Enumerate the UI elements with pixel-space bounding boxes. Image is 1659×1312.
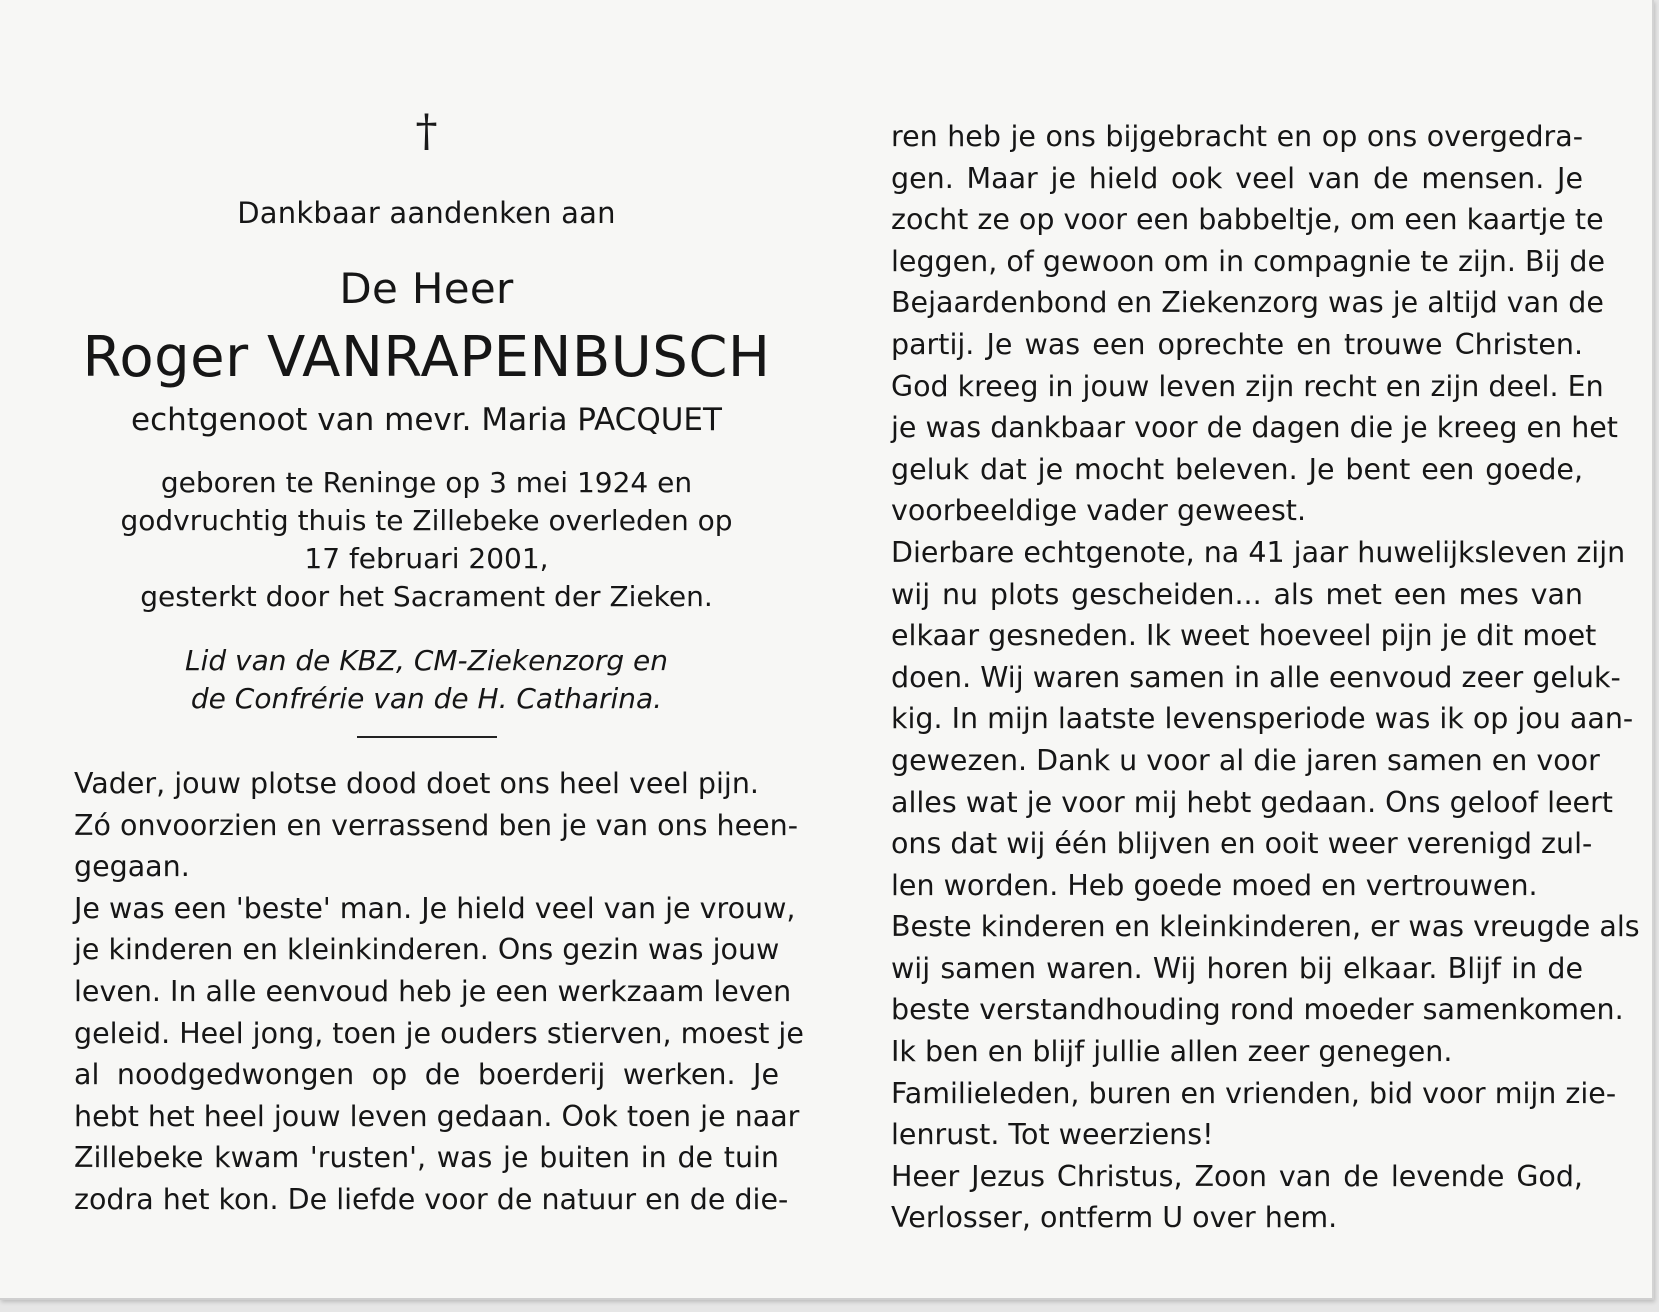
text-line: God kreeg in jouw leven zijn recht en zijn deel. En <box>891 369 1604 403</box>
text-line: kig. In mijn laatste levensperiode was ik op jou aan- <box>891 702 1634 736</box>
text-line: Verlosser, ontferm U over hem. <box>891 1201 1338 1235</box>
text-line: leggen, of gewoon om in compagnie te zijn. Bij de <box>891 244 1606 278</box>
text-line: doen. Wij waren samen in alle eenvoud zeer geluk- <box>891 660 1621 694</box>
text-line: Heer Jezus Christus, Zoon van de levende God, <box>891 1159 1583 1193</box>
birth-death-line: 17 februari 2001, <box>304 542 549 575</box>
text-line: je was dankbaar voor de dagen die je kreeg en het <box>891 411 1618 445</box>
text-line: lenrust. Tot weerziens! <box>891 1118 1214 1152</box>
birth-death-line: gesterkt door het Sacrament der Zieken. <box>140 580 713 613</box>
text-line: zocht ze op voor een babbeltje, om een kaartje te <box>891 203 1604 237</box>
text-line: Je was een 'beste' man. Je hield veel van je vrouw, <box>74 891 796 925</box>
text-line: leven. In alle eenvoud heb je een werkzaam leven <box>74 974 792 1008</box>
birth-death-line: godvruchtig thuis te Zillebeke overleden op <box>120 504 733 537</box>
text-line: ons dat wij één blijven en ooit weer verenigd zul- <box>891 827 1593 861</box>
text-line: elkaar gesneden. Ik weet hoeveel pijn je dit moet <box>891 619 1597 653</box>
text-line: voorbeeldige vader geweest. <box>891 494 1307 528</box>
honorific-title: De Heer <box>339 264 514 313</box>
text-line: Vader, jouw plotse dood doet ons heel veel pijn. <box>74 767 759 800</box>
birth-death-block <box>74 464 779 616</box>
text-line: Zillebeke kwam 'rusten', was je buiten in de tuin <box>74 1141 779 1175</box>
membership-line: Lid van de KBZ, CM-Ziekenzorg en <box>184 644 669 677</box>
text-line: Ik ben en blijf jullie allen zeer genegen. <box>891 1035 1453 1069</box>
text-line: gen. Maar je hield ook veel van de mensen. Je <box>891 161 1583 195</box>
text-line: je kinderen en kleinkinderen. Ons gezin was jouw <box>74 933 780 967</box>
text-line: Familieleden, buren en vrienden, bid voor mijn zie- <box>891 1076 1617 1110</box>
text-line: al noodgedwongen op de boerderij werken. Je <box>74 1058 779 1092</box>
text-line: partij. Je was een oprechte en trouwe Christen. <box>891 327 1583 361</box>
text-line: Zó onvoorzien en verrassend ben je van ons heen- <box>74 808 799 842</box>
membership-line: de Confrérie van de H. Catharina. <box>190 682 663 715</box>
left-column <box>74 106 804 1221</box>
birth-death-line: geboren te Reninge op 3 mei 1924 en <box>160 466 693 499</box>
text-line: alles wat je voor mij hebt gedaan. Ons geloof leert <box>891 785 1613 819</box>
text-line: Dierbare echtgenote, na 41 jaar huwelijksleven zijn <box>891 535 1626 569</box>
text-line: gegaan. <box>74 850 190 884</box>
divider <box>357 736 497 738</box>
intro-text: Dankbaar aandenken aan <box>237 196 616 230</box>
text-line: beste verstandhouding rond moeder samenkomen. <box>891 993 1624 1027</box>
spouse-line: echtgenoot van mevr. Maria PACQUET <box>131 402 722 438</box>
text-line: geleid. Heel jong, toen je ouders stierven, moest je <box>74 1016 804 1050</box>
left-body-text <box>74 763 804 1221</box>
text-line: wij samen waren. Wij horen bij elkaar. Blijf in de <box>891 951 1583 985</box>
text-line: gewezen. Dank u voor al die jaren samen en voor <box>891 743 1600 777</box>
deceased-name: Roger VANRAPENBUSCH <box>82 325 771 390</box>
text-line: Bejaardenbond en Ziekenzorg was je altijd van de <box>891 286 1604 320</box>
text-line: wij nu plots gescheiden... als met een mes van <box>891 577 1583 611</box>
text-line: zodra het kon. De liefde voor de natuur en de die- <box>74 1182 789 1216</box>
text-line: ren heb je ons bijgebracht en op ons overgedra- <box>891 120 1583 153</box>
text-line: hebt het heel jouw leven gedaan. Ook toen je naar <box>74 1099 800 1133</box>
cross-icon: † <box>415 106 438 157</box>
text-line: geluk dat je mocht beleven. Je bent een goede, <box>891 452 1583 486</box>
text-line: Beste kinderen en kleinkinderen, er was vreugde als <box>891 910 1640 944</box>
text-line: len worden. Heb goede moed en vertrouwen. <box>891 868 1538 902</box>
membership-block <box>74 642 779 718</box>
right-column <box>891 116 1640 1239</box>
